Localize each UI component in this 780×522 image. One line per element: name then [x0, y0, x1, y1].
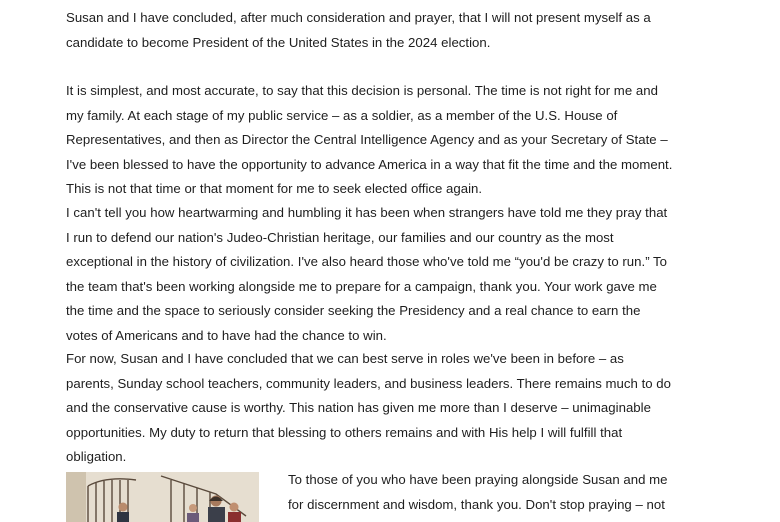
family-photo-icon: [66, 472, 259, 522]
text-line: obligation.: [66, 449, 127, 464]
text-line: votes of Americans and to have had the chance to win.: [66, 327, 387, 343]
text-line: my family. At each stage of my public service – as a soldier, as a member of the U.S. House of: [66, 107, 618, 123]
text-line: I can't tell you how heartwarming and humbling it has been when strangers have told me they pray that: [66, 205, 668, 220]
text-line: To those of you who have been praying alongside Susan and me: [288, 472, 668, 487]
text-line: It is simplest, and most accurate, to say that this decision is personal. The time is not right for me and: [66, 83, 658, 98]
text-line: for discernment and wisdom, thank you. Don't stop praying – not: [288, 496, 665, 512]
paragraph-prayer-thanks: [288, 468, 728, 517]
text-line: For now, Susan and I have concluded that we can best serve in roles we've been in before – as: [66, 351, 624, 366]
paragraph-thanks-team: [66, 201, 726, 348]
family-photo: [66, 472, 259, 522]
paragraph-future-roles: [66, 347, 726, 470]
text-line: the time and the space to seriously consider seeking the Presidency and a real chance to earn the: [66, 303, 641, 318]
text-line: Representatives, and then as Director the Central Intelligence Agency and as your Secretary of State –: [66, 132, 668, 147]
text-line: opportunities. My duty to return that blessing to others remains and with His help I will fulfill that: [66, 424, 623, 440]
text-line: This is not that time or that moment for me to seek elected office again.: [66, 181, 483, 196]
paragraph-decision: [66, 6, 726, 55]
text-line: candidate to become President of the United States in the 2024 election.: [66, 34, 491, 50]
text-line: Susan and I have concluded, after much consideration and prayer, that I will not present myself as a: [66, 10, 651, 25]
text-line: I run to defend our nation's Judeo-Christian heritage, our families and our country as the most: [66, 229, 614, 245]
text-line: exceptional in the history of civilization. I've also heard those who've told me “you'd be crazy to run.” To: [66, 254, 668, 269]
text-line: I've been blessed to have the opportunity to advance America in a way that fit the time and the moment.: [66, 156, 673, 172]
text-line: parents, Sunday school teachers, community leaders, and business leaders. There remains much to do: [66, 375, 671, 391]
paragraph-personal-reason: [66, 79, 726, 202]
text-line: and the conservative cause is worthy. This nation has given me more than I deserve – unimaginable: [66, 400, 651, 415]
text-line: the team that's been working alongside me to prepare for a campaign, thank you. Your work gave me: [66, 278, 657, 294]
